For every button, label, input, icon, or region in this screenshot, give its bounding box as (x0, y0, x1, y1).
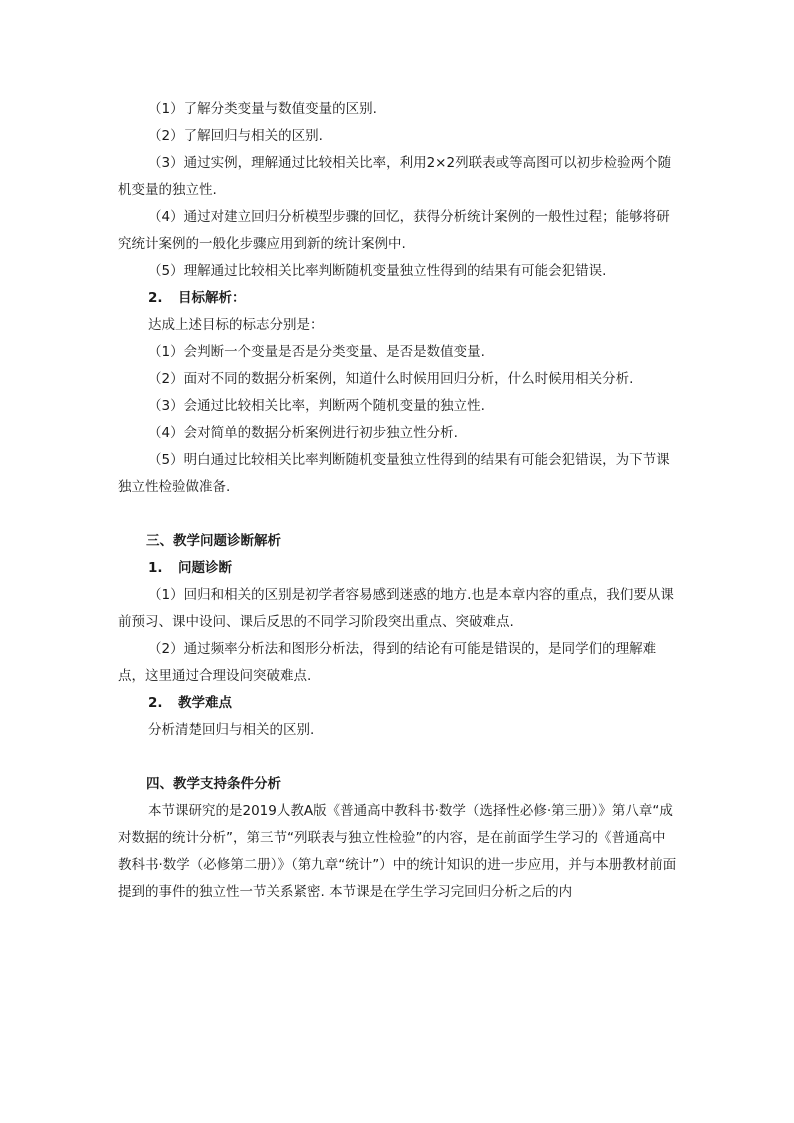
spacer (118, 744, 678, 771)
target-analysis-title: 目标解析： (178, 290, 246, 306)
goal-item-4: （4）通过对建立回归分析模型步骤的回忆，获得分析统计案例的一般性过程；能够将研究统计案例的一般化步骤应用到新的统计案例中. (118, 209, 670, 252)
target-item-5: （5）明白通过比较相关比率判断随机变量独立性得到的结果有可能会犯错误，为下节课独立性检验做准备. (118, 452, 670, 495)
target-item-1: （1）会判断一个变量是否是分类变量、是否是数值变量. (148, 344, 485, 360)
diagnosis-item-1: （1）回归和相关的区别是初学者容易感到迷惑的地方.也是本章内容的重点，我们要从课前预习、课中设问、课后反思的不同学习阶段突出重点、突破难点. (118, 587, 674, 630)
goal-item-1: （1）了解分类变量与数值变量的区别. (148, 101, 377, 117)
target-item-4: （4）会对简单的数据分析案例进行初步独立性分析. (148, 425, 458, 441)
goal-item-5: （5）理解通过比较相关比率判断随机变量独立性得到的结果有可能会犯错误. (148, 263, 607, 279)
goal-item-3: （3）通过实例，理解通过比较相关比率，利用2×2列联表或等高图可以初步检验两个随机变量的独立性. (118, 155, 672, 198)
section-3-sub1-number: 1. (148, 560, 163, 576)
section-4-paragraph: 本节课研究的是2019人教A版《普通高中教科书·数学（选择性必修·第三册）》第八章“成对数据的统计分析”，第三节“列联表与独立性检验”的内容，是在前面学生学习的《普通高中教科书·数学（必修第二册）》（第九章“统计”）中的统计知识的进一步应用，并与本册教材前面提到的事件的独立性一节关系紧密. 本节课是在学生学习完回归分析之后的内 (118, 803, 677, 900)
difficulty-text: 分析清楚回归与相关的区别. (148, 722, 315, 738)
target-item-2: （2）面对不同的数据分析案例，知道什么时候用回归分析，什么时候用相关分析. (148, 371, 634, 387)
target-analysis-number: 2. (148, 290, 163, 306)
diagnosis-item-2: （2）通过频率分析法和图形分析法，得到的结论有可能是错误的，是同学们的理解难点，这里通过合理设问突破难点. (118, 641, 657, 684)
section-3-heading: 三、教学问题诊断解析 (146, 533, 281, 549)
target-item-3: （3）会通过比较相关比率，判断两个随机变量的独立性. (148, 398, 485, 414)
section-4-heading: 四、教学支持条件分析 (146, 776, 281, 792)
section-3-sub1-heading (118, 555, 678, 582)
document-body (118, 96, 678, 906)
spacer (118, 501, 678, 528)
goal-item-2: （2）了解回归与相关的区别. (148, 128, 323, 144)
target-analysis-intro: 达成上述目标的标志分别是： (148, 317, 324, 333)
target-analysis-heading (118, 285, 678, 312)
section-3-sub1-title: 问题诊断 (178, 560, 232, 576)
section-3-sub2-title: 教学难点 (178, 695, 232, 711)
section-3-sub2-number: 2. (148, 695, 163, 711)
section-3-sub2-heading (118, 690, 678, 717)
